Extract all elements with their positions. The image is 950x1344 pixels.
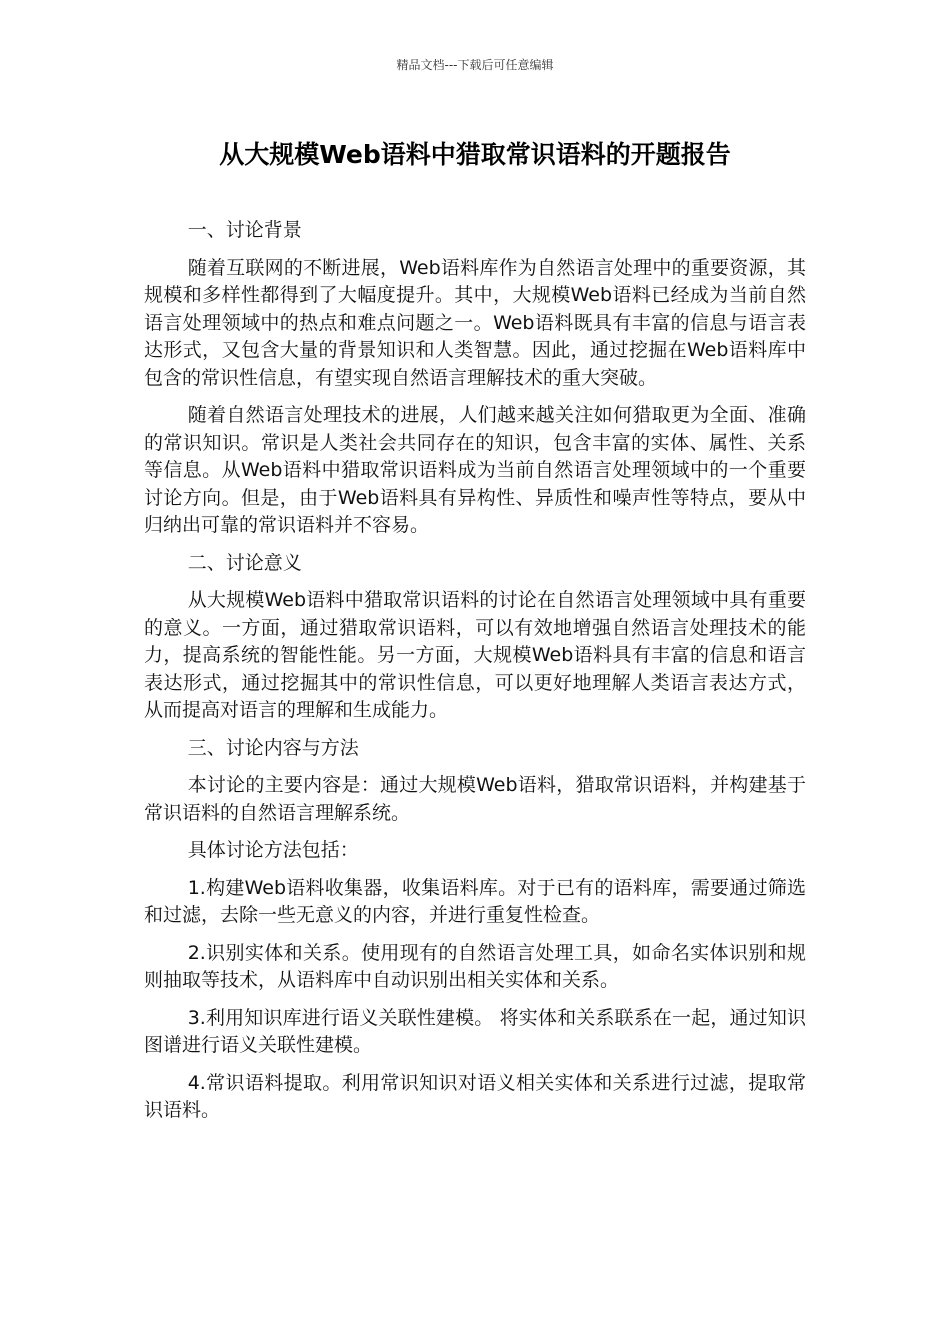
paragraph: 具体讨论方法包括： [187,839,359,861]
section-heading-significance: 二、讨论意义 [187,551,302,574]
paragraph: 随着互联网的不断进展，Web语料库作为自然语言处理中的重要资源，其规模和多样性都得到了大幅度提升。其中，大规模Web语料已经成为当前自然语言处理领域中的热点和难点问题之一。Web语料既具有丰富的信息与语言表达形式，又包含大量的背景知识和人类智慧。因此，通过挖掘在Web语料库中包含的常识性信息，有望实现自然语言理解技术的重大突破。 [144,256,806,389]
page-header-note: 精品文档---下载后可任意编辑 [396,58,554,72]
list-item: 1.构建Web语料收集器，收集语料库。对于已有的语料库，需要通过筛选和过滤，去除一些无意义的内容，并进行重复性检查。 [144,876,806,926]
paragraph: 本讨论的主要内容是：通过大规模Web语料，猎取常识语料，并构建基于常识语料的自然语言理解系统。 [144,774,806,824]
paragraph: 从大规模Web语料中猎取常识语料的讨论在自然语言处理领域中具有重要的意义。一方面，通过猎取常识语料，可以有效地增强自然语言处理技术的能力，提高系统的智能性能。另一方面，大规模Web语料具有丰富的信息和语言表达形式，通过挖掘其中的常识性信息，可以更好地理解人类语言表达方式，从而提高对语言的理解和生成能力。 [144,589,806,721]
document-body [144,217,806,1135]
list-item: 3.利用知识库进行语义关联性建模。 将实体和关系联系在一起，通过知识图谱进行语义关联性建模。 [144,1006,806,1056]
paragraph: 随着自然语言处理技术的进展，人们越来越关注如何猎取更为全面、准确的常识知识。常识是人类社会共同存在的知识，包含丰富的实体、属性、关系等信息。从Web语料中猎取常识语料成为当前自然语言处理领域中的一个重要讨论方向。但是，由于Web语料具有异构性、异质性和噪声性等特点，要从中归纳出可靠的常识语料并不容易。 [144,404,806,536]
list-item: 4.常识语料提取。利用常识知识对语义相关实体和关系进行过滤，提取常识语料。 [144,1071,806,1121]
section-heading-content-methods: 三、讨论内容与方法 [187,736,359,759]
section-heading-background: 一、讨论背景 [187,219,302,241]
document-title: 从大规模Web语料中猎取常识语料的开题报告 [219,140,731,169]
list-item: 2.识别实体和关系。使用现有的自然语言处理工具，如命名实体识别和规则抽取等技术，从语料库中自动识别出相关实体和关系。 [144,941,806,991]
